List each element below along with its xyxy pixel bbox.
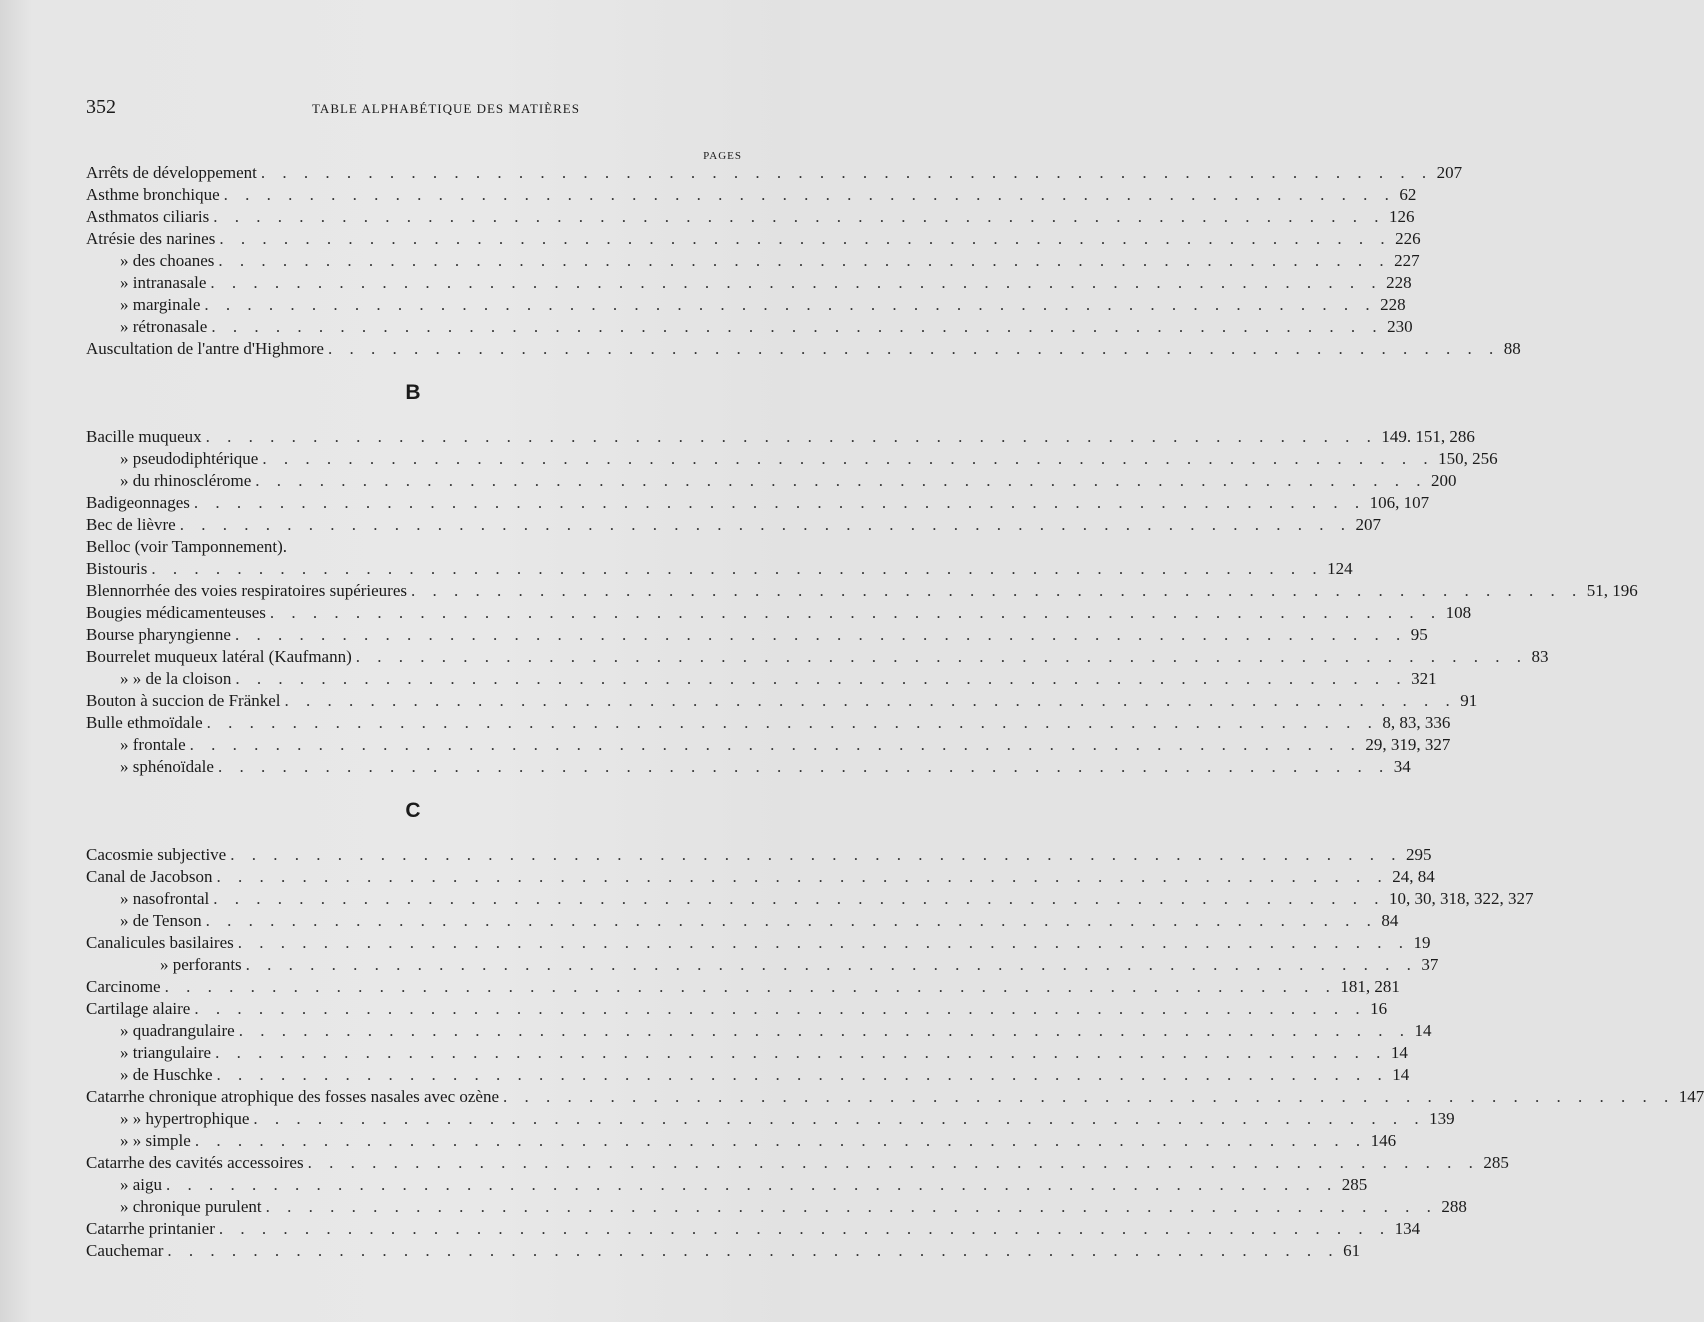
index-entry (86, 932, 1431, 954)
index-entry (86, 558, 1353, 580)
entry-pages: 228 (1386, 273, 1412, 292)
dot-leader: . . . . . . . . . . . . . . . . . . . . . . . . . . . . . . . . . . . . . . . . . . . . . . . . . . . . . . . (284, 691, 1457, 710)
dot-leader: . . . . . . . . . . . . . . . . . . . . . . . . . . . . . . . . . . . . . . . . . . . . . . . . . . . . . . . (238, 1021, 1411, 1040)
entry-term: » » simple (120, 1131, 191, 1150)
index-entry (86, 844, 1432, 866)
dot-leader: . . . . . . . . . . . . . . . . . . . . . . . . . . . . . . . . . . . . . . . . . . . . . . . . . . . . . . . (235, 669, 1408, 688)
index-entry (86, 1064, 1410, 1086)
index-entry (86, 580, 1638, 602)
index-entry (86, 866, 1435, 888)
dot-leader: . . . . . . . . . . . . . . . . . . . . . . . . . . . . . . . . . . . . . . . . . . . . . . . . . . . . . . . (245, 955, 1418, 974)
page-header (86, 96, 746, 126)
dot-leader: . . . . . . . . . . . . . . . . . . . . . . . . . . . . . . . . . . . . . . . . . . . . . . . . . . . . . . . (167, 1241, 1340, 1260)
entry-pages: 108 (1445, 603, 1472, 622)
entry-pages: 321 (1411, 669, 1437, 688)
dot-leader: . . . . . . . . . . . . . . . . . . . . . . . . . . . . . . . . . . . . . . . . . . . . . . . . . . . . . . . (234, 625, 1407, 644)
dot-leader: . . . . . . . . . . . . . . . . . . . . . . . . . . . . . . . . . . . . . . . . . . . . . . . . . . . . . . . (230, 845, 1402, 864)
dot-leader: . . . . . . . . . . . . . . . . . . . . . . . . . . . . . . . . . . . . . . . . . . . . . . . . . . . . . . . (253, 1109, 1426, 1128)
entry-term: Catarrhe printanier (86, 1219, 215, 1238)
entry-term: Catarrhe des cavités accessoires (86, 1153, 304, 1172)
index-entry (86, 492, 1430, 514)
index-entry (86, 1152, 1509, 1174)
index-entry (86, 624, 1428, 646)
entry-pages: 14 (1392, 1065, 1410, 1084)
dot-leader: . . . . . . . . . . . . . . . . . . . . . . . . . . . . . . . . . . . . . . . . . . . . . . . . . . . . . . . (237, 933, 1410, 952)
entry-pages: 51, 196 (1586, 581, 1638, 600)
entry-pages: 34 (1393, 757, 1411, 776)
entry-pages: 207 (1436, 163, 1463, 182)
entry-pages: 285 (1341, 1175, 1368, 1194)
index-entry (86, 206, 1415, 228)
dot-leader: . . . . . . . . . . . . . . . . . . . . . . . . . . . . . . . . . . . . . . . . . . . . . . . . . . . . . . . (255, 471, 1427, 490)
entry-term: » aigu (120, 1175, 163, 1194)
entry-pages: 37 (1421, 955, 1439, 974)
index-entry (86, 514, 1381, 536)
index-entry (86, 426, 1475, 448)
entry-term: Bulle ethmoïdale (86, 713, 203, 732)
dot-leader: . . . . . . . . . . . . . . . . . . . . . . . . . . . . . . . . . . . . . . . . . . . . . . . . . . . . . . . (215, 1043, 1387, 1062)
dot-leader: . . . . . . . . . . . . . . . . . . . . . . . . . . . . . . . . . . . . . . . . . . . . . . . . . . . . . . . (151, 559, 1324, 578)
entry-term: Asthme bronchique (86, 185, 220, 204)
entry-term: Cauchemar (86, 1241, 164, 1260)
entry-term: » triangulaire (120, 1043, 212, 1062)
entry-pages: 8, 83, 336 (1382, 713, 1451, 732)
entry-pages: 226 (1395, 229, 1421, 248)
entry-term: Bourrelet muqueux latéral (Kaufmann) (86, 647, 352, 666)
entry-term: Cacosmie subjective (86, 845, 227, 864)
entry-pages: 200 (1431, 471, 1457, 490)
entry-term: Cartilage alaire (86, 999, 191, 1018)
entry-pages: 91 (1460, 691, 1478, 710)
index-entry (86, 1240, 1361, 1262)
dot-leader: . . . . . . . . . . . . . . . . . . . . . . . . . . . . . . . . . . . . . . . . . . . . . . . . . . . . . . . (411, 581, 1583, 600)
page-number: 352 (86, 96, 116, 118)
entry-term: » quadrangulaire (120, 1021, 235, 1040)
index-entry (86, 536, 740, 558)
dot-leader: . . . . . . . . . . . . . . . . . . . . . . . . . . . . . . . . . . . . . . . . . . . . . . . . . . . . . . . (216, 867, 1389, 886)
dot-leader: . . . . . . . . . . . . . . . . . . . . . . . . . . . . . . . . . . . . . . . . . . . . . . . . . . . . . . . (265, 1197, 1438, 1216)
index-entry (86, 646, 1549, 668)
section-letter: C (405, 799, 421, 822)
entry-pages: 288 (1441, 1197, 1467, 1216)
dot-leader: . . . . . . . . . . . . . . . . . . . . . . . . . . . . . . . . . . . . . . . . . . . . . . . . . . . . . . . (179, 515, 1352, 534)
entry-term: » » de la cloison (120, 669, 232, 688)
entry-term: Carcinome (86, 977, 161, 996)
entry-pages: 126 (1388, 207, 1415, 226)
dot-leader: . . . . . . . . . . . . . . . . . . . . . . . . . . . . . . . . . . . . . . . . . . . . . . . . . . . . . . . (216, 1065, 1389, 1084)
index-entry (86, 602, 1472, 624)
dot-leader: . . . . . . . . . . . . . . . . . . . . . . . . . . . . . . . . . . . . . . . . . . . . . . . . . . . . . . . (193, 493, 1366, 512)
entry-pages: 16 (1370, 999, 1388, 1018)
dot-leader: . . . . . . . . . . . . . . . . . . . . . . . . . . . . . . . . . . . . . . . . . . . . . . . . . . . . . . . (205, 911, 1378, 930)
index-entry (86, 1086, 1704, 1108)
entry-pages: 95 (1410, 625, 1428, 644)
section-letter: B (405, 381, 421, 404)
index-entry (86, 1130, 1397, 1152)
dot-leader: . . . . . . . . . . . . . . . . . . . . . . . . . . . . . . . . . . . . . . . . . . . . . . . . . . . . . . . (189, 735, 1362, 754)
entry-term: Auscultation de l'antre d'Highmore (86, 339, 324, 358)
entry-pages: 207 (1355, 515, 1381, 534)
entry-term: » intranasale (120, 273, 207, 292)
dot-leader: . . . . . . . . . . . . . . . . . . . . . . . . . . . . . . . . . . . . . . . . . . . . . . . . . . . . . . . (355, 647, 1528, 666)
index-entry (86, 998, 1388, 1020)
entry-pages: 83 (1531, 647, 1549, 666)
index-entry (86, 910, 1399, 932)
entry-pages: 228 (1380, 295, 1406, 314)
dot-leader: . . . . . . . . . . . . . . . . . . . . . . . . . . . . . . . . . . . . . . . . . . . . . . . . . . . . . . . (194, 1131, 1367, 1150)
entry-term: » des choanes (120, 251, 215, 270)
entry-pages: 146 (1370, 1131, 1397, 1150)
index-entry (86, 162, 1463, 184)
entry-term: Asthmatos ciliaris (86, 207, 210, 226)
index-entry (86, 316, 1413, 338)
entry-pages: 10, 30, 318, 322, 327 (1388, 889, 1534, 908)
entry-pages: 134 (1394, 1219, 1421, 1238)
entry-term: Atrésie des narines (86, 229, 216, 248)
index-entry (86, 250, 1420, 272)
index-entry (86, 756, 1411, 778)
dot-leader: . . . . . . . . . . . . . . . . . . . . . . . . . . . . . . . . . . . . . . . . . . . . . . . . . . . . . . . (205, 427, 1378, 446)
dot-leader: . . . . . . . . . . . . . . . . . . . . . . . . . . . . . . . . . . . . . . . . . . . . . . . . . . . . . . . (204, 295, 1377, 314)
entry-term: Canalicules basilaires (86, 933, 234, 952)
dot-leader: . . . . . . . . . . . . . . . . . . . . . . . . . . . . . . . . . . . . . . . . . . . . . . . . . . . . . . . (223, 185, 1396, 204)
entry-pages: 19 (1413, 933, 1431, 952)
index-entry (86, 294, 1406, 316)
entry-term: » nasofrontal (120, 889, 210, 908)
dot-leader: . . . . . . . . . . . . . . . . . . . . . . . . . . . . . . . . . . . . . . . . . . . . . . . . . . . . . . . (210, 273, 1383, 292)
running-title: TABLE ALPHABÉTIQUE DES MATIÈRES (312, 101, 580, 116)
dot-leader: . . . . . . . . . . . . . . . . . . . . . . . . . . . . . . . . . . . . . . . . . . . . . . . . . . . . . . . (194, 999, 1367, 1018)
index-entry (86, 668, 1437, 690)
entry-term: Bougies médicamenteuses (86, 603, 266, 622)
entry-pages: 24, 84 (1392, 867, 1435, 886)
entry-pages: 139 (1429, 1109, 1455, 1128)
index-entry (86, 1174, 1368, 1196)
entry-pages: 29, 319, 327 (1365, 735, 1451, 754)
dot-leader: . . . . . . . . . . . . . . . . . . . . . . . . . . . . . . . . . . . . . . . . . . . . . . . . . . . . . . . (218, 251, 1391, 270)
dot-leader: . . . . . . . . . . . . . . . . . . . . . . . . . . . . . . . . . . . . . . . . . . . . . . . . . . . . . . . (213, 207, 1385, 226)
entry-term: » du rhinosclérome (120, 471, 252, 490)
dot-leader: . . . . . . . . . . . . . . . . . . . . . . . . . . . . . . . . . . . . . . . . . . . . . . . . . . . . . . . (260, 163, 1433, 182)
entry-term: Catarrhe chronique atrophique des fosses nasales avec ozène (86, 1087, 500, 1106)
dot-leader: . . . . . . . . . . . . . . . . . . . . . . . . . . . . . . . . . . . . . . . . . . . . . . . . . . . . . . . (211, 317, 1384, 336)
entry-term: » de Tenson (120, 911, 202, 930)
entry-term: » chronique purulent (120, 1197, 262, 1216)
entry-pages: 227 (1394, 251, 1420, 270)
index-entry (86, 734, 1451, 756)
entry-term: » de Huschke (120, 1065, 213, 1084)
entry-pages: 106, 107 (1369, 493, 1430, 512)
index-entry (86, 1020, 1432, 1042)
alphabetical-index (86, 162, 1704, 1262)
entry-term: Bacille muqueux (86, 427, 202, 446)
entry-term: Belloc (voir Tamponnement). (86, 537, 288, 556)
entry-term: » frontale (120, 735, 186, 754)
dot-leader: . . . . . . . . . . . . . . . . . . . . . . . . . . . . . . . . . . . . . . . . . . . . . . . . . . . . . . . (218, 1219, 1391, 1238)
entry-pages: 88 (1503, 339, 1521, 358)
index-entry (86, 954, 1439, 976)
entry-pages: 62 (1399, 185, 1417, 204)
index-entry (86, 712, 1451, 734)
index-entry (86, 184, 1417, 206)
dot-leader: . . . . . . . . . . . . . . . . . . . . . . . . . . . . . . . . . . . . . . . . . . . . . . . . . . . . . . . (262, 449, 1435, 468)
index-entry (86, 228, 1421, 250)
index-entry (86, 1042, 1408, 1064)
entry-pages: 230 (1387, 317, 1413, 336)
entry-term: » » hypertrophique (120, 1109, 250, 1128)
index-entry (86, 888, 1534, 910)
entry-term: Blennorrhée des voies respiratoires supérieures (86, 581, 407, 600)
dot-leader: . . . . . . . . . . . . . . . . . . . . . . . . . . . . . . . . . . . . . . . . . . . . . . . . . . . . . . . (166, 1175, 1338, 1194)
entry-term: Bourse pharyngienne (86, 625, 231, 644)
entry-pages: 14 (1390, 1043, 1408, 1062)
entry-term: Badigeonnages (86, 493, 190, 512)
index-entry (86, 338, 1521, 360)
entry-term: Canal de Jacobson (86, 867, 213, 886)
index-entry (86, 1108, 1455, 1130)
index-entry (86, 1196, 1467, 1218)
entry-term: Bouton à succion de Fränkel (86, 691, 281, 710)
entry-pages: 295 (1405, 845, 1432, 864)
entry-pages: 124 (1327, 559, 1353, 578)
entry-term: Arrêts de développement (86, 163, 257, 182)
entry-term: » sphénoïdale (120, 757, 214, 776)
entry-pages: 149. 151, 286 (1381, 427, 1475, 446)
entry-pages: 147 (1678, 1087, 1704, 1106)
index-entry (86, 448, 1498, 470)
entry-pages: 285 (1483, 1153, 1509, 1172)
entry-pages: 150, 256 (1438, 449, 1498, 468)
index-entry (86, 690, 1478, 712)
dot-leader: . . . . . . . . . . . . . . . . . . . . . . . . . . . . . . . . . . . . . . . . . . . . . . . . . . . . . . . (307, 1153, 1480, 1172)
index-entry (86, 1218, 1421, 1240)
entry-pages: 14 (1414, 1021, 1432, 1040)
dot-leader: . . . . . . . . . . . . . . . . . . . . . . . . . . . . . . . . . . . . . . . . . . . . . . . . . . . . . . . (269, 603, 1442, 622)
dot-leader: . . . . . . . . . . . . . . . . . . . . . . . . . . . . . . . . . . . . . . . . . . . . . . . . . . . . . . . (206, 713, 1379, 732)
entry-pages: 61 (1343, 1241, 1361, 1260)
dot-leader: . . . . . . . . . . . . . . . . . . . . . . . . . . . . . . . . . . . . . . . . . . . . . . . . . . . . . . . (164, 977, 1337, 996)
dot-leader: . . . . . . . . . . . . . . . . . . . . . . . . . . . . . . . . . . . . . . . . . . . . . . . . . . . . . . . (213, 889, 1385, 908)
entry-term: Bec de lièvre (86, 515, 176, 534)
entry-term: » pseudodiphtérique (120, 449, 259, 468)
index-entry (86, 272, 1412, 294)
entry-pages: 84 (1381, 911, 1399, 930)
index-entry (86, 470, 1457, 492)
index-entry (86, 976, 1400, 998)
dot-leader: . . . . . . . . . . . . . . . . . . . . . . . . . . . . . . . . . . . . . . . . . . . . . . . . . . . . . . . (503, 1087, 1675, 1106)
pages-column-label: PAGES (703, 150, 742, 162)
entry-term: » marginale (120, 295, 201, 314)
dot-leader: . . . . . . . . . . . . . . . . . . . . . . . . . . . . . . . . . . . . . . . . . . . . . . . . . . . . . . . (327, 339, 1500, 358)
dot-leader: . . . . . . . . . . . . . . . . . . . . . . . . . . . . . . . . . . . . . . . . . . . . . . . . . . . . . . . (219, 229, 1392, 248)
entry-term: » rétronasale (120, 317, 208, 336)
entry-pages: 181, 281 (1340, 977, 1400, 996)
dot-leader: . . . . . . . . . . . . . . . . . . . . . . . . . . . . . . . . . . . . . . . . . . . . . . . . . . . . . . . (217, 757, 1390, 776)
entry-term: » perforants (160, 955, 242, 974)
entry-term: Bistouris (86, 559, 148, 578)
